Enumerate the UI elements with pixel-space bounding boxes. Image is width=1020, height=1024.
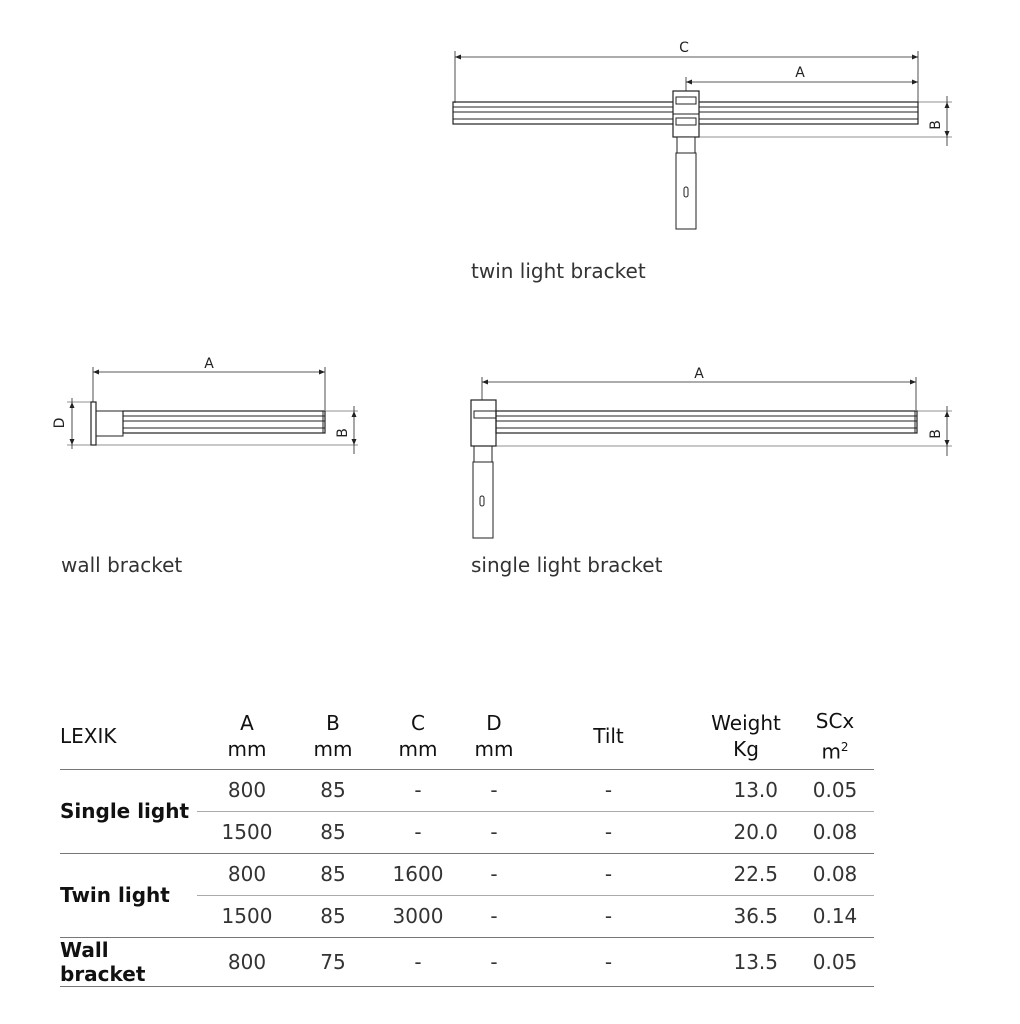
- dim-label-b: B: [928, 429, 944, 439]
- wall-bracket-drawing: [52, 356, 358, 454]
- single-light-bracket-drawing: [471, 366, 952, 538]
- cell-c: -: [369, 811, 467, 853]
- cell-c: -: [369, 937, 467, 986]
- cell-c: 3000: [369, 895, 467, 937]
- cell-b: 85: [297, 811, 369, 853]
- dim-label-a: A: [795, 65, 805, 81]
- twin-light-bracket-drawing: [453, 40, 952, 229]
- header-lexik: LEXIK: [60, 706, 197, 769]
- header-tilt: Tilt: [521, 706, 696, 769]
- cell-a: 800: [197, 769, 297, 811]
- dim-label-c: C: [679, 40, 689, 56]
- specifications-table: [60, 706, 874, 987]
- header-weight: Weight Kg: [696, 706, 796, 769]
- cell-b: 85: [297, 853, 369, 895]
- cell-a: 1500: [197, 811, 297, 853]
- cell-c: -: [369, 769, 467, 811]
- cell-scx: 0.08: [796, 811, 874, 853]
- cell-d: -: [467, 853, 521, 895]
- group-twin-light: Twin light: [60, 853, 197, 937]
- cell-a: 1500: [197, 895, 297, 937]
- cell-b: 85: [297, 895, 369, 937]
- cell-b: 85: [297, 769, 369, 811]
- caption-single-light-bracket: single light bracket: [471, 553, 663, 577]
- cell-a: 800: [197, 937, 297, 986]
- header-d: D mm: [467, 706, 521, 769]
- caption-twin-light-bracket: twin light bracket: [471, 259, 646, 283]
- cell-tilt: -: [521, 811, 696, 853]
- cell-a: 800: [197, 853, 297, 895]
- cell-weight: 20.0: [696, 811, 796, 853]
- cell-weight: 22.5: [696, 853, 796, 895]
- table-header-row: [60, 706, 874, 769]
- cell-weight: 13.0: [696, 769, 796, 811]
- cell-d: -: [467, 895, 521, 937]
- cell-tilt: -: [521, 853, 696, 895]
- cell-scx: 0.08: [796, 853, 874, 895]
- cell-c: 1600: [369, 853, 467, 895]
- header-a: A mm: [197, 706, 297, 769]
- cell-scx: 0.05: [796, 937, 874, 986]
- cell-weight: 36.5: [696, 895, 796, 937]
- cell-scx: 0.05: [796, 769, 874, 811]
- dim-label-b: B: [928, 120, 944, 130]
- cell-tilt: -: [521, 895, 696, 937]
- cell-d: -: [467, 811, 521, 853]
- caption-wall-bracket: wall bracket: [61, 553, 183, 577]
- dim-label-b: B: [335, 428, 351, 438]
- dim-label-a: A: [204, 356, 214, 372]
- group-single-light: Single light: [60, 769, 197, 853]
- dim-label-d: D: [52, 417, 68, 429]
- header-scx: SCx $m^2$: [796, 706, 874, 769]
- cell-d: -: [467, 769, 521, 811]
- cell-d: -: [467, 937, 521, 986]
- table-row: [60, 769, 874, 811]
- cell-tilt: -: [521, 769, 696, 811]
- header-b: B mm: [297, 706, 369, 769]
- cell-weight: 13.5: [696, 937, 796, 986]
- dim-label-a: A: [694, 366, 704, 382]
- cell-tilt: -: [521, 937, 696, 986]
- table-row: [60, 853, 874, 895]
- cell-b: 75: [297, 937, 369, 986]
- table-row: [60, 937, 874, 986]
- cell-scx: 0.14: [796, 895, 874, 937]
- header-c: C mm: [369, 706, 467, 769]
- group-wall-bracket: Wall bracket: [60, 937, 197, 986]
